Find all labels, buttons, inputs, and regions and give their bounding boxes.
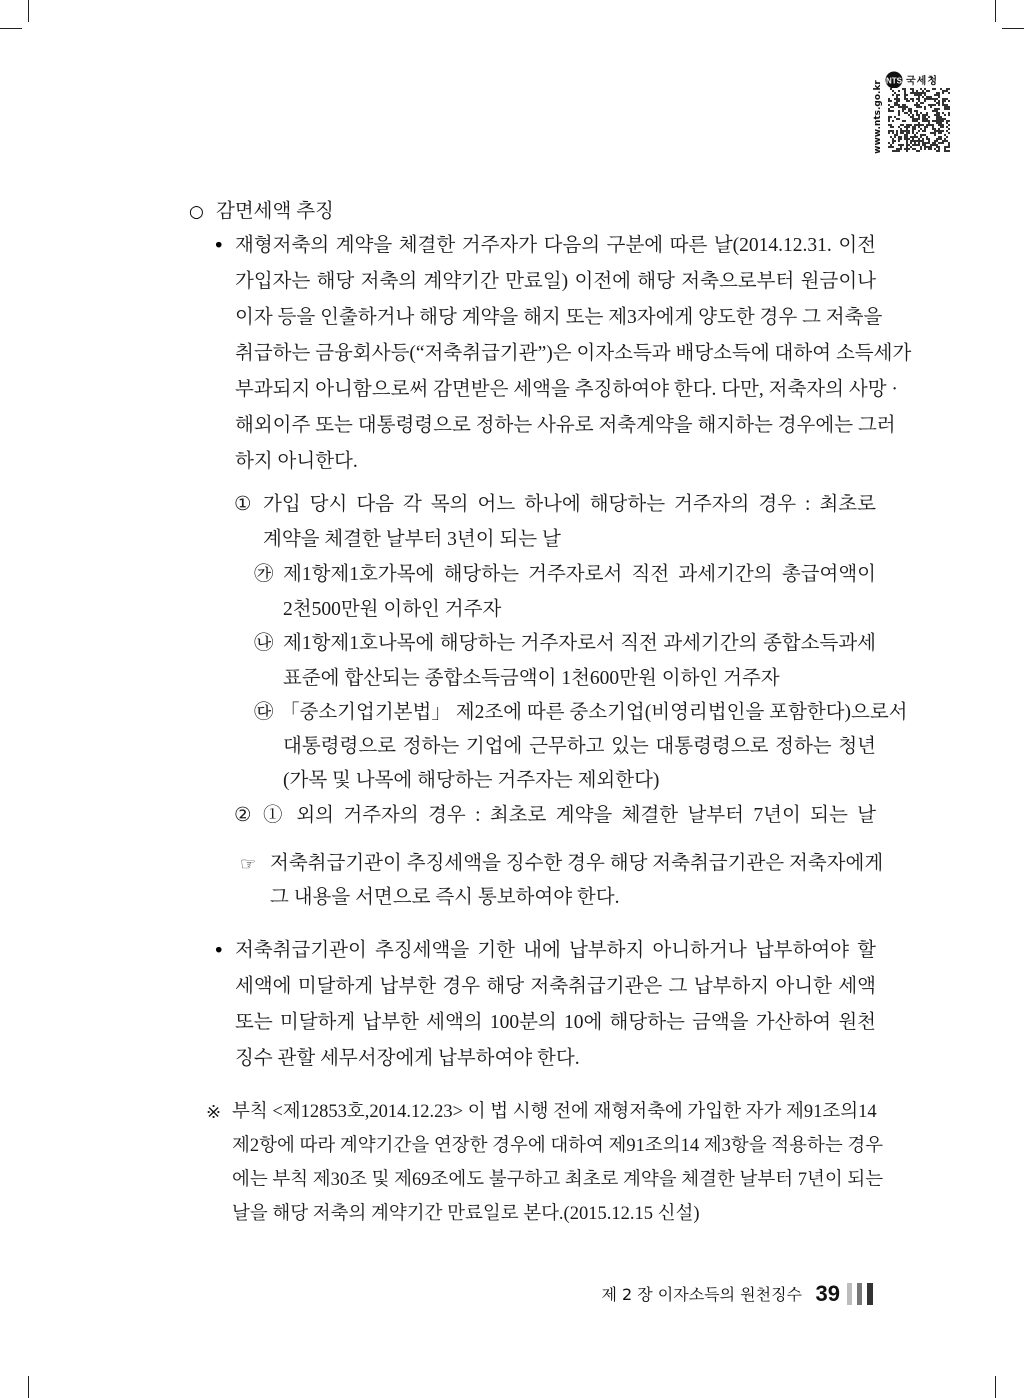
crop-mark-bottom-right bbox=[995, 1376, 996, 1398]
remark-line: 제2항에 따라 계약기간을 연장한 경우에 대하여 제91조의14 제3항을 적용하는 경우 bbox=[232, 1136, 884, 1156]
brand-name: 국세청 bbox=[906, 76, 938, 87]
page-footer bbox=[580, 1280, 880, 1310]
sub-a-line: 제1항제1호가목에 해당하는 거주자로서 직전 과세기간의 총급여액이 bbox=[283, 564, 876, 585]
remark-marker: ※ bbox=[206, 1102, 222, 1122]
bullet-dot-icon: • bbox=[213, 234, 225, 257]
sub-a-line: 2천500만원 이하인 거주자 bbox=[283, 599, 502, 620]
bullet2-line: 또는 미달하게 납부한 세액의 100분의 10에 해당하는 금액을 가산하여 원천 bbox=[235, 1012, 876, 1033]
bullet1-line: 해외이주 또는 대통령령으로 정하는 사유로 저축계약을 해지하는 경우에는 그러 bbox=[235, 415, 896, 436]
qr-code-icon bbox=[888, 88, 950, 152]
bullet1-line: 부과되지 아니함으로써 감면받은 세액을 추징하여야 한다. 다만, 저축자의 사망 · bbox=[235, 379, 898, 400]
crop-mark-top-right-h bbox=[1002, 28, 1024, 29]
pointing-hand-icon: ☞ bbox=[240, 854, 257, 874]
crop-mark-top-left bbox=[28, 0, 29, 22]
sub-b-line: 표준에 합산되는 종합소득금액이 1천600만원 이하인 거주자 bbox=[283, 668, 780, 689]
bullet2-line: 징수 관할 세무서장에게 납부하여야 한다. bbox=[235, 1048, 580, 1069]
footer-bar bbox=[867, 1283, 873, 1305]
crop-mark-top-left-h bbox=[0, 28, 22, 29]
remark-line: 부칙 <제12853호,2014.12.23> 이 법 시행 전에 재형저축에 가입한 자가 제91조의14 bbox=[232, 1102, 877, 1122]
item1-line: 계약을 체결한 날부터 3년이 되는 날 bbox=[263, 529, 561, 550]
crop-mark-bottom-left bbox=[28, 1376, 29, 1398]
bullet1-line: 가입자는 해당 저축의 계약기간 만료일) 이전에 해당 저축으로부터 원금이나 bbox=[235, 271, 876, 292]
page-number: 39 bbox=[815, 1281, 840, 1306]
item1-line: 가입 당시 다음 각 목의 어느 하나에 해당하는 거주자의 경우 : 최초로 bbox=[263, 494, 876, 515]
sub-b-line: 제1항제1호나목에 해당하는 거주자로서 직전 과세기간의 종합소득과세 bbox=[283, 633, 876, 654]
item2-line: ① 외의 거주자의 경우 : 최초로 계약을 체결한 날부터 7년이 되는 날 bbox=[263, 805, 876, 826]
brand-url: www.nts.go.kr bbox=[873, 80, 883, 154]
remark-line: 날을 해당 저축의 계약기간 만료일로 본다.(2015.12.15 신설) bbox=[232, 1204, 700, 1224]
sub-a-marker: ㉮ bbox=[254, 564, 274, 585]
bullet1-line: 취급하는 금융회사등(“저축취급기관”)은 이자소득과 배당소득에 대하여 소득세가 bbox=[235, 343, 912, 364]
item1-marker: ① bbox=[234, 494, 252, 515]
section-title: 감면세액 추징 bbox=[216, 201, 334, 222]
sub-c-marker: ㉰ bbox=[254, 702, 274, 723]
bullet1-line: 재형저축의 계약을 체결한 거주자가 다음의 구분에 따른 날(2014.12.31. 이전 bbox=[235, 235, 876, 256]
section-circle-icon: ○ bbox=[189, 202, 204, 222]
footer-bar bbox=[847, 1283, 852, 1305]
remark-line: 에는 부칙 제30조 및 제69조에도 불구하고 최초로 계약을 체결한 날부터 7년이 되는 bbox=[232, 1170, 884, 1190]
sub-c-line: 「중소기업기본법」 제2조에 따른 중소기업(비영리법인을 포함한다)으로서 bbox=[280, 702, 908, 723]
bullet1-line: 하지 아니한다. bbox=[235, 451, 358, 472]
sub-b-marker: ㉯ bbox=[254, 633, 274, 654]
sub-c-line: 대통령령으로 정하는 기업에 근무하고 있는 대통령령으로 정하는 청년 bbox=[283, 736, 876, 757]
bullet2-line: 세액에 미달하게 납부한 경우 해당 저축취급기관은 그 납부하지 아니한 세액 bbox=[235, 976, 876, 997]
note-line: 그 내용을 서면으로 즉시 통보하여야 한다. bbox=[270, 887, 620, 908]
bullet2-line: 저축취급기관이 추징세액을 기한 내에 납부하지 아니하거나 납부하여야 할 bbox=[235, 940, 876, 961]
svg-text:NTS: NTS bbox=[886, 76, 902, 86]
chapter-title: 제 2 장 이자소득의 원천징수 bbox=[601, 1285, 802, 1304]
note-line: 저축취급기관이 추징세액을 징수한 경우 해당 저축취급기관은 저축자에게 bbox=[270, 853, 884, 874]
sub-c-line: (가목 및 나목에 해당하는 거주자는 제외한다) bbox=[283, 770, 660, 791]
bullet-dot-icon: • bbox=[213, 939, 225, 962]
crop-mark-top-right bbox=[995, 0, 996, 22]
footer-bar bbox=[857, 1283, 862, 1305]
bullet1-line: 이자 등을 인출하거나 해당 계약을 해지 또는 제3자에게 양도한 경우 그 저축을 bbox=[235, 307, 883, 328]
item2-marker: ② bbox=[234, 805, 252, 826]
